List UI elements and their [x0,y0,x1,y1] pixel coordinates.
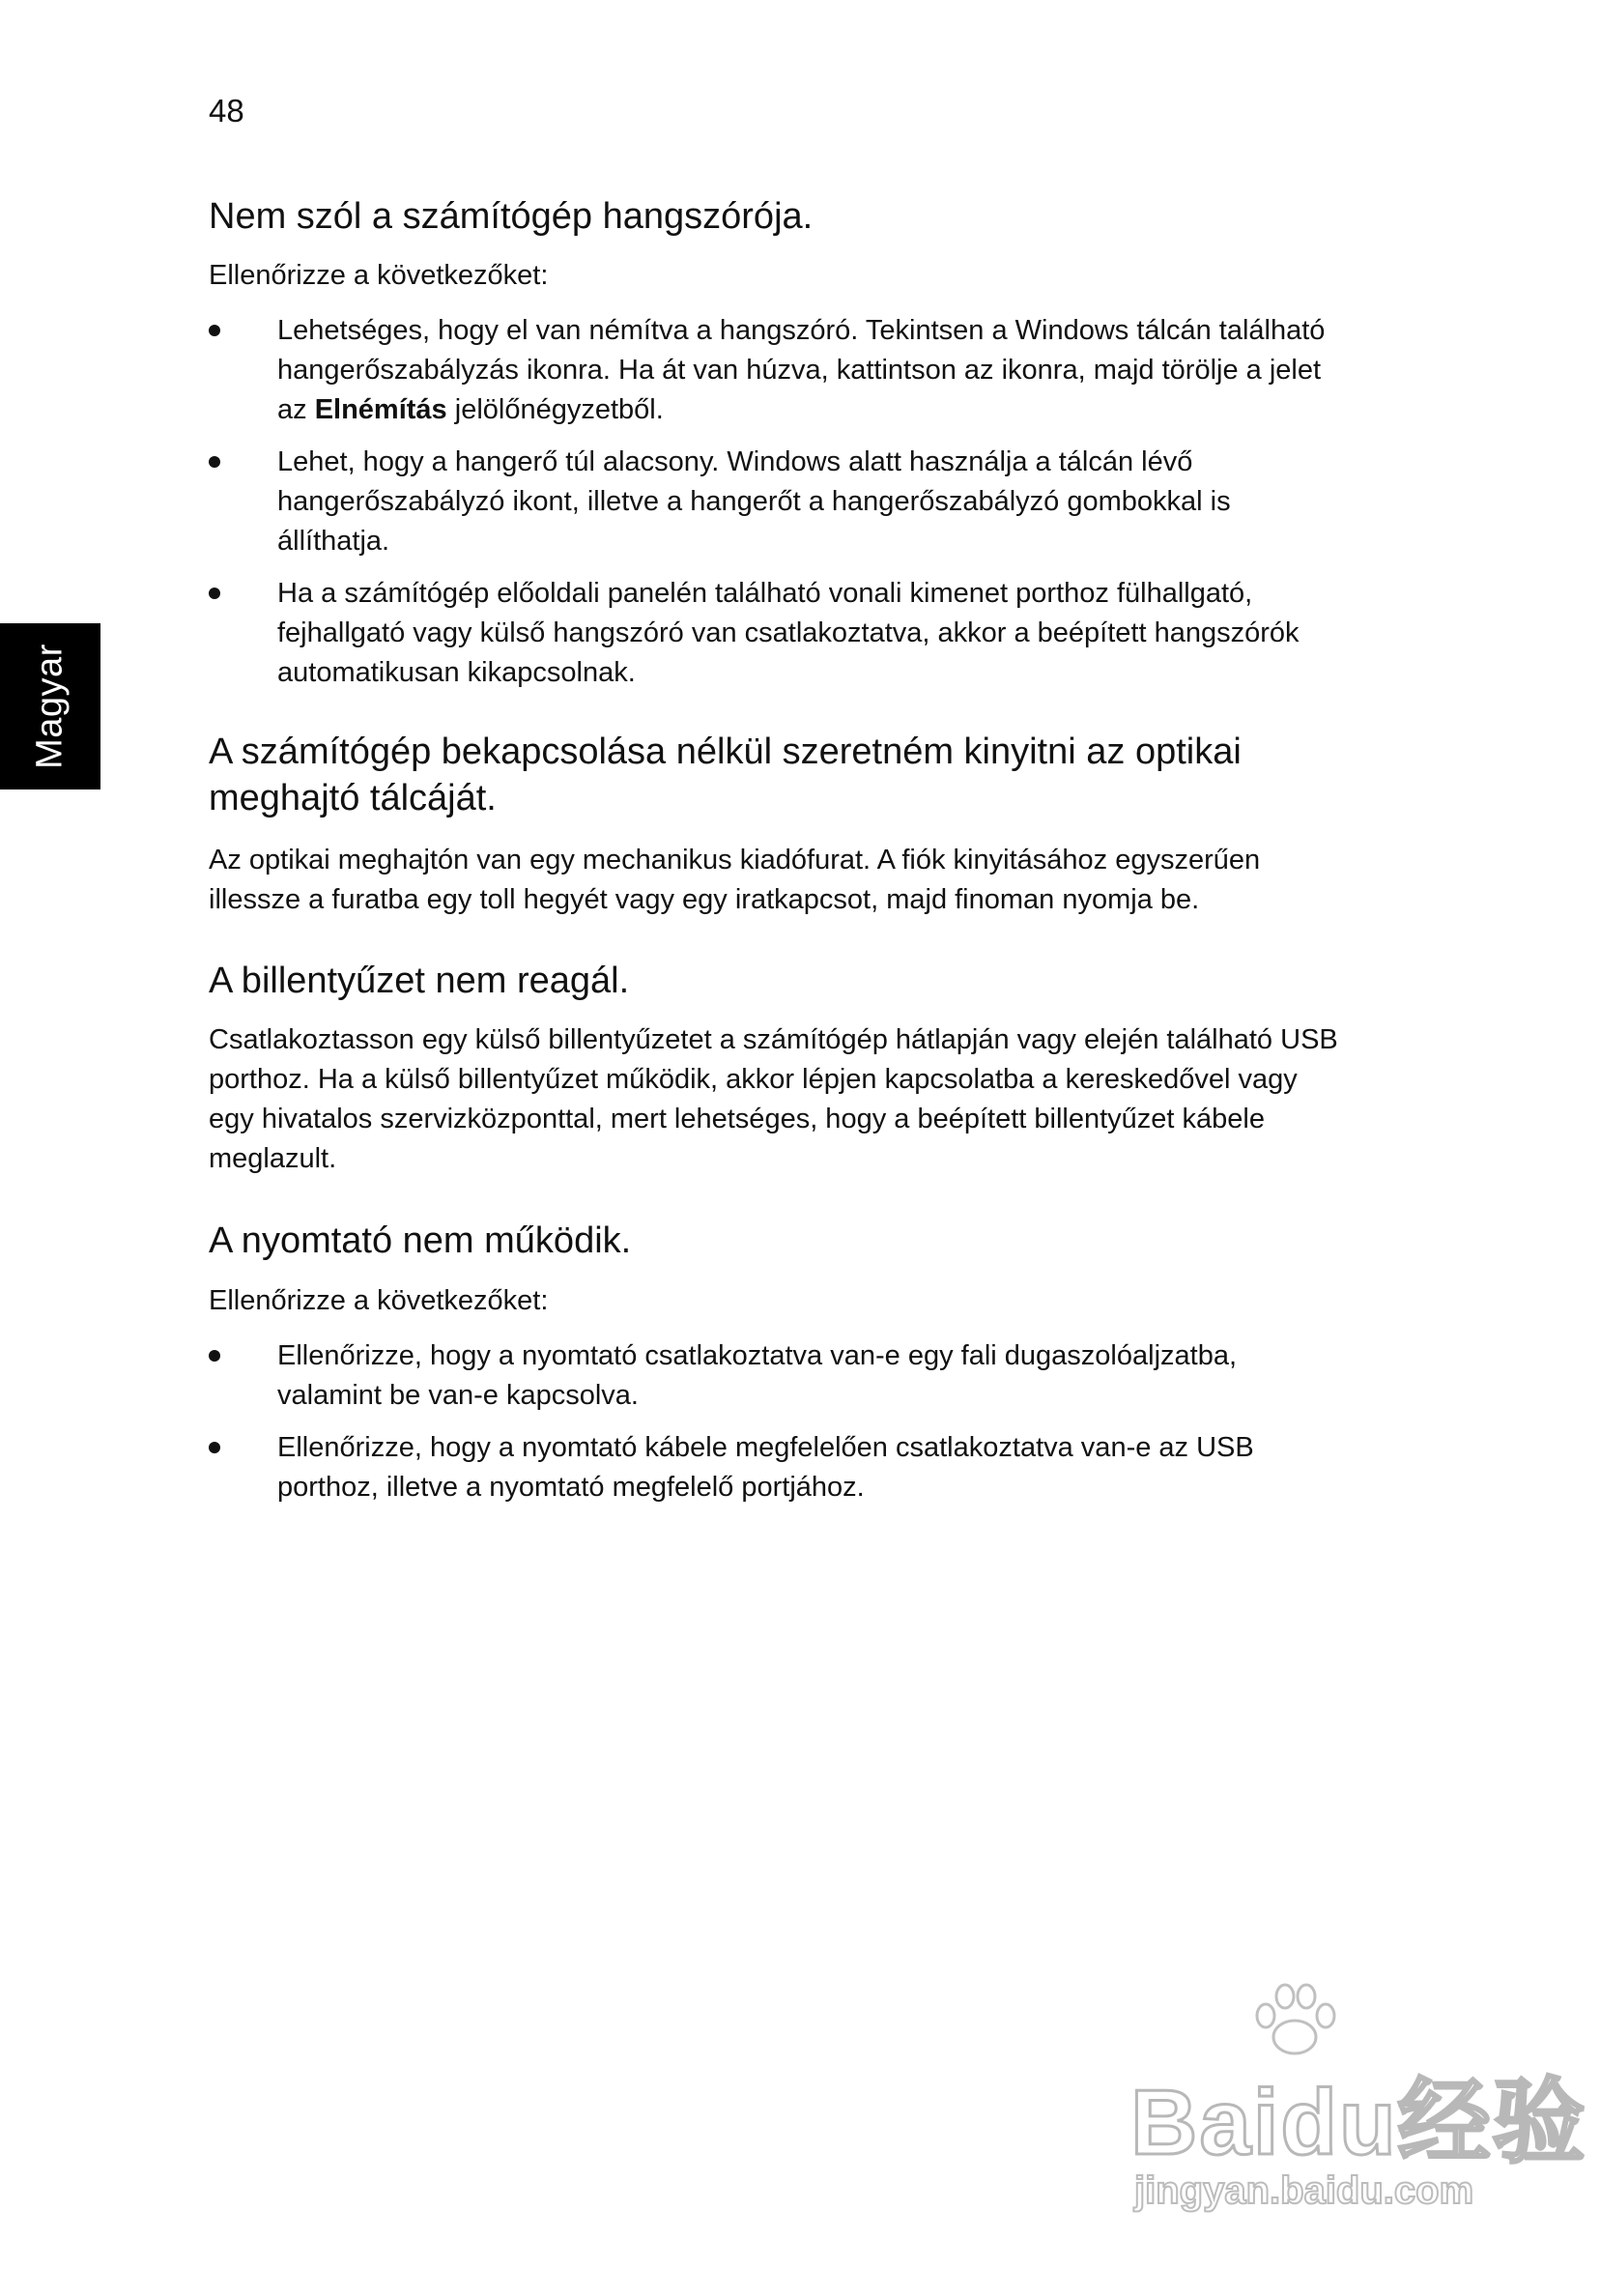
list-item [209,443,1349,561]
bullet-icon [209,456,220,468]
list-item [209,574,1349,693]
speaker-checklist [209,311,1349,693]
list-item [209,1428,1349,1507]
bullet-text-end: jelölőnégyzetből. [446,394,664,425]
watermark-url: jingyan.baidu.com [1134,2169,1474,2212]
mute-checkbox-term: Elnémítás [314,394,447,425]
page-number: 48 [209,93,244,129]
language-tab-label: Magyar [29,644,71,769]
bullet-text: Lehet, hogy a hangerő túl alacsony. Windows alatt használja a tálcán lévő hangerőszabályzó ikont, illetve a hangerőt a hangerőszabályzó gombokkal is állíthatja. [277,446,1231,557]
bullet-icon [209,1442,220,1453]
bullet-text: Ha a számítógép előoldali panelén található vonali kimenet porthoz fülhallgató, fejhallgató vagy külső hangszóró van csatlakoztatva, akkor a beépített hangszórók automatikusan kikapcsolnak. [277,578,1300,688]
speaker-intro: Ellenőrizze a következőket: [209,260,549,291]
list-item [209,311,1349,430]
optical-heading [209,729,1349,821]
bullet-icon [209,1350,220,1362]
language-side-tab [0,623,100,789]
bullet-icon [209,325,220,336]
optical-heading-line1: A számítógép bekapcsolása nélkül szeretném kinyitni az optikai [209,732,1242,772]
page-content [209,193,1349,1507]
watermark-logo: Baidu经验 [1130,2071,1587,2174]
paw-icon [1237,1981,1353,2058]
bullet-text: Ellenőrizze, hogy a nyomtató kábele megfelelően csatlakoztatva van-e az USB porthoz, illetve a nyomtató megfelelő portjához. [277,1432,1254,1503]
baidu-watermark [1130,1981,1587,2223]
keyboard-body: Csatlakoztasson egy külső billentyűzetet a számítógép hátlapján vagy elején található USB porthoz. Ha a külső billentyűzet működik, akkor lépjen kapcsolatba a kereskedővel vagy egy hivatalos szervizközponttal, mert lehetséges, hogy a beépített billentyűzet kábele meglazult. [209,1024,1338,1174]
optical-body: Az optikai meghajtón van egy mechanikus kiadófurat. A fiók kinyitásához egyszerűen illessze a furatba egy toll hegyét vagy egy iratkapcsot, majd finoman nyomja be. [209,845,1261,915]
list-item [209,1336,1349,1416]
speaker-heading: Nem szól a számítógép hangszórója. [209,196,814,237]
printer-heading: A nyomtató nem működik. [209,1220,632,1261]
bullet-text: Ellenőrizze, hogy a nyomtató csatlakoztatva van-e egy fali dugaszolóaljzatba, valamint be van-e kapcsolva. [277,1340,1238,1411]
optical-heading-line2: meghajtó tálcáját. [209,778,497,818]
printer-intro: Ellenőrizze a következőket: [209,1285,549,1316]
keyboard-heading: A billentyűzet nem reagál. [209,961,630,1001]
bullet-icon [209,588,220,599]
bullet-text: Lehetséges, hogy el van némítva a hangszóró. Tekintsen a Windows tálcán található hangerőszabályzás ikonra. Ha át van húzva, kattintson az ikonra, majd törölje a jelet az [277,315,1326,425]
printer-checklist [209,1336,1349,1507]
